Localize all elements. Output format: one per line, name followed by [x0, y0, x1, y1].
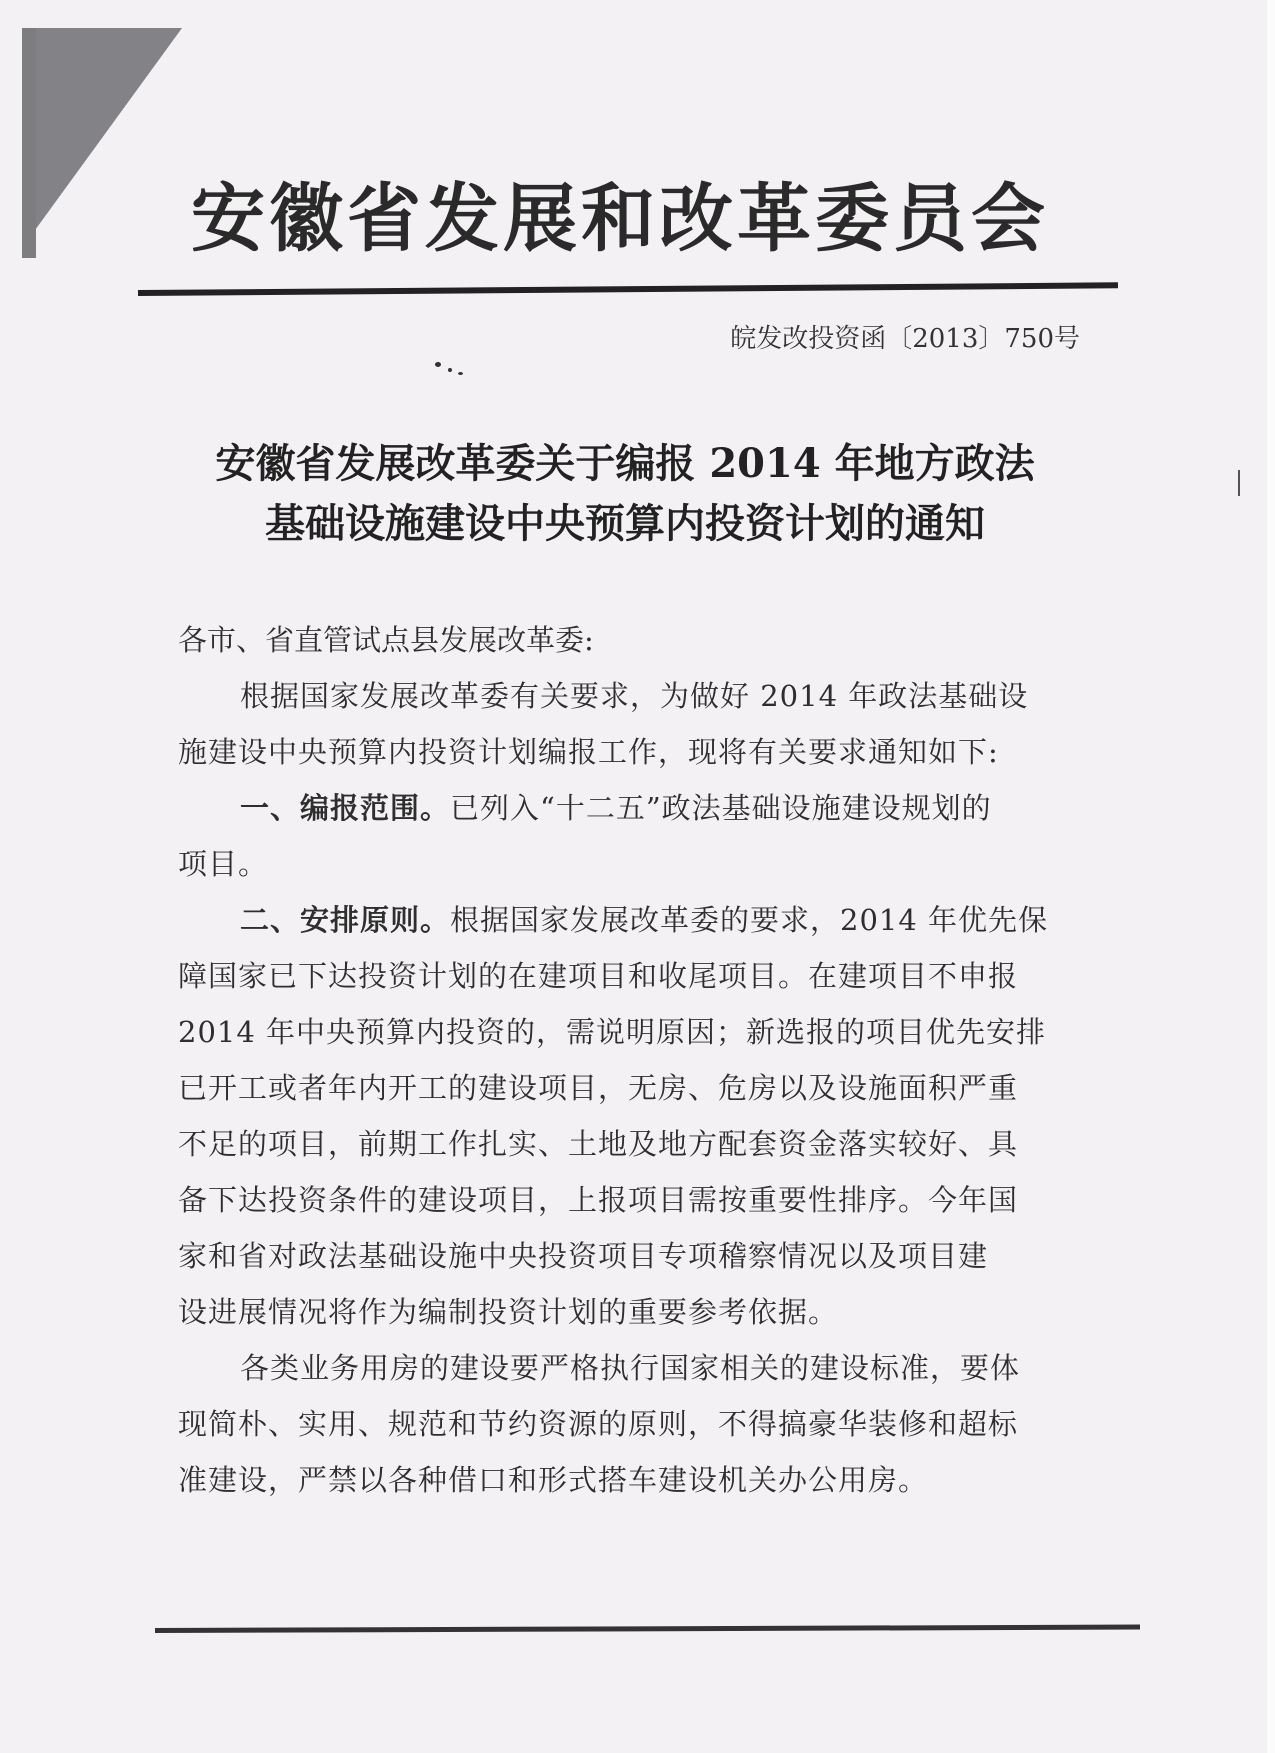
notice-title-line-2: 基础设施建设中央预算内投资计划的通知 [265, 500, 985, 547]
salutation: 各市、省直管试点县发展改革委: [178, 623, 594, 657]
body-line: 现简朴、实用、规范和节约资源的原则，不得搞豪华装修和超标 [178, 1407, 1019, 1441]
body-line: 准建设，严禁以各种借口和形式搭车建设机关办公用房。 [178, 1463, 929, 1497]
letterhead-org-name: 安徽省发展和改革委员会 [191, 176, 1049, 262]
scan-corner-shadow [22, 28, 182, 248]
section-1-text: 已列入“十二五”政法基础设施建设规划的 [450, 791, 992, 825]
body-line: 施建设中央预算内投资计划编报工作，现将有关要求通知如下: [178, 735, 999, 769]
section-2-line [240, 898, 1048, 939]
scan-edge-shadow [22, 28, 36, 258]
scan-speck [435, 362, 441, 367]
body-line: 根据国家发展改革委有关要求，为做好 2014 年政法基础设 [240, 679, 1029, 713]
footer-rule [155, 1625, 1140, 1633]
body-line: 障国家已下达投资计划的在建项目和收尾项目。在建项目不申报 [178, 959, 1019, 993]
body-line: 设进展情况将作为编制投资计划的重要参考依据。 [178, 1295, 839, 1329]
section-2-text: 根据国家发展改革委的要求，2014 年优先保 [450, 903, 1049, 937]
scan-mark [1238, 470, 1240, 496]
body-line: 家和省对政法基础设施中央投资项目专项稽察情况以及项目建 [178, 1239, 989, 1273]
document-number: 皖发改投资函〔2013〕750号 [730, 324, 1080, 354]
body-line: 已开工或者年内开工的建设项目，无房、危房以及设施面积严重 [178, 1071, 1019, 1105]
section-1-heading: 一、编报范围。 [240, 791, 451, 825]
scan-speck [458, 372, 463, 375]
letterhead-rule [138, 282, 1118, 296]
body-line: 不足的项目，前期工作扎实、土地及地方配套资金落实较好、具 [178, 1127, 1019, 1161]
notice-title-line-1: 安徽省发展改革委关于编报 2014 年地方政法 [215, 440, 1035, 487]
body-line: 各类业务用房的建设要严格执行国家相关的建设标准，要体 [240, 1351, 1021, 1385]
section-2-heading: 二、安排原则。 [240, 903, 451, 937]
section-1-line [240, 786, 992, 827]
scan-right-edge [1267, 0, 1275, 1753]
body-line: 备下达投资条件的建设项目，上报项目需按重要性排序。今年国 [178, 1183, 1019, 1217]
body-line: 项目。 [178, 847, 269, 881]
body-line: 2014 年中央预算内投资的，需说明原因；新选报的项目优先安排 [178, 1015, 1047, 1049]
scan-speck [448, 368, 452, 372]
